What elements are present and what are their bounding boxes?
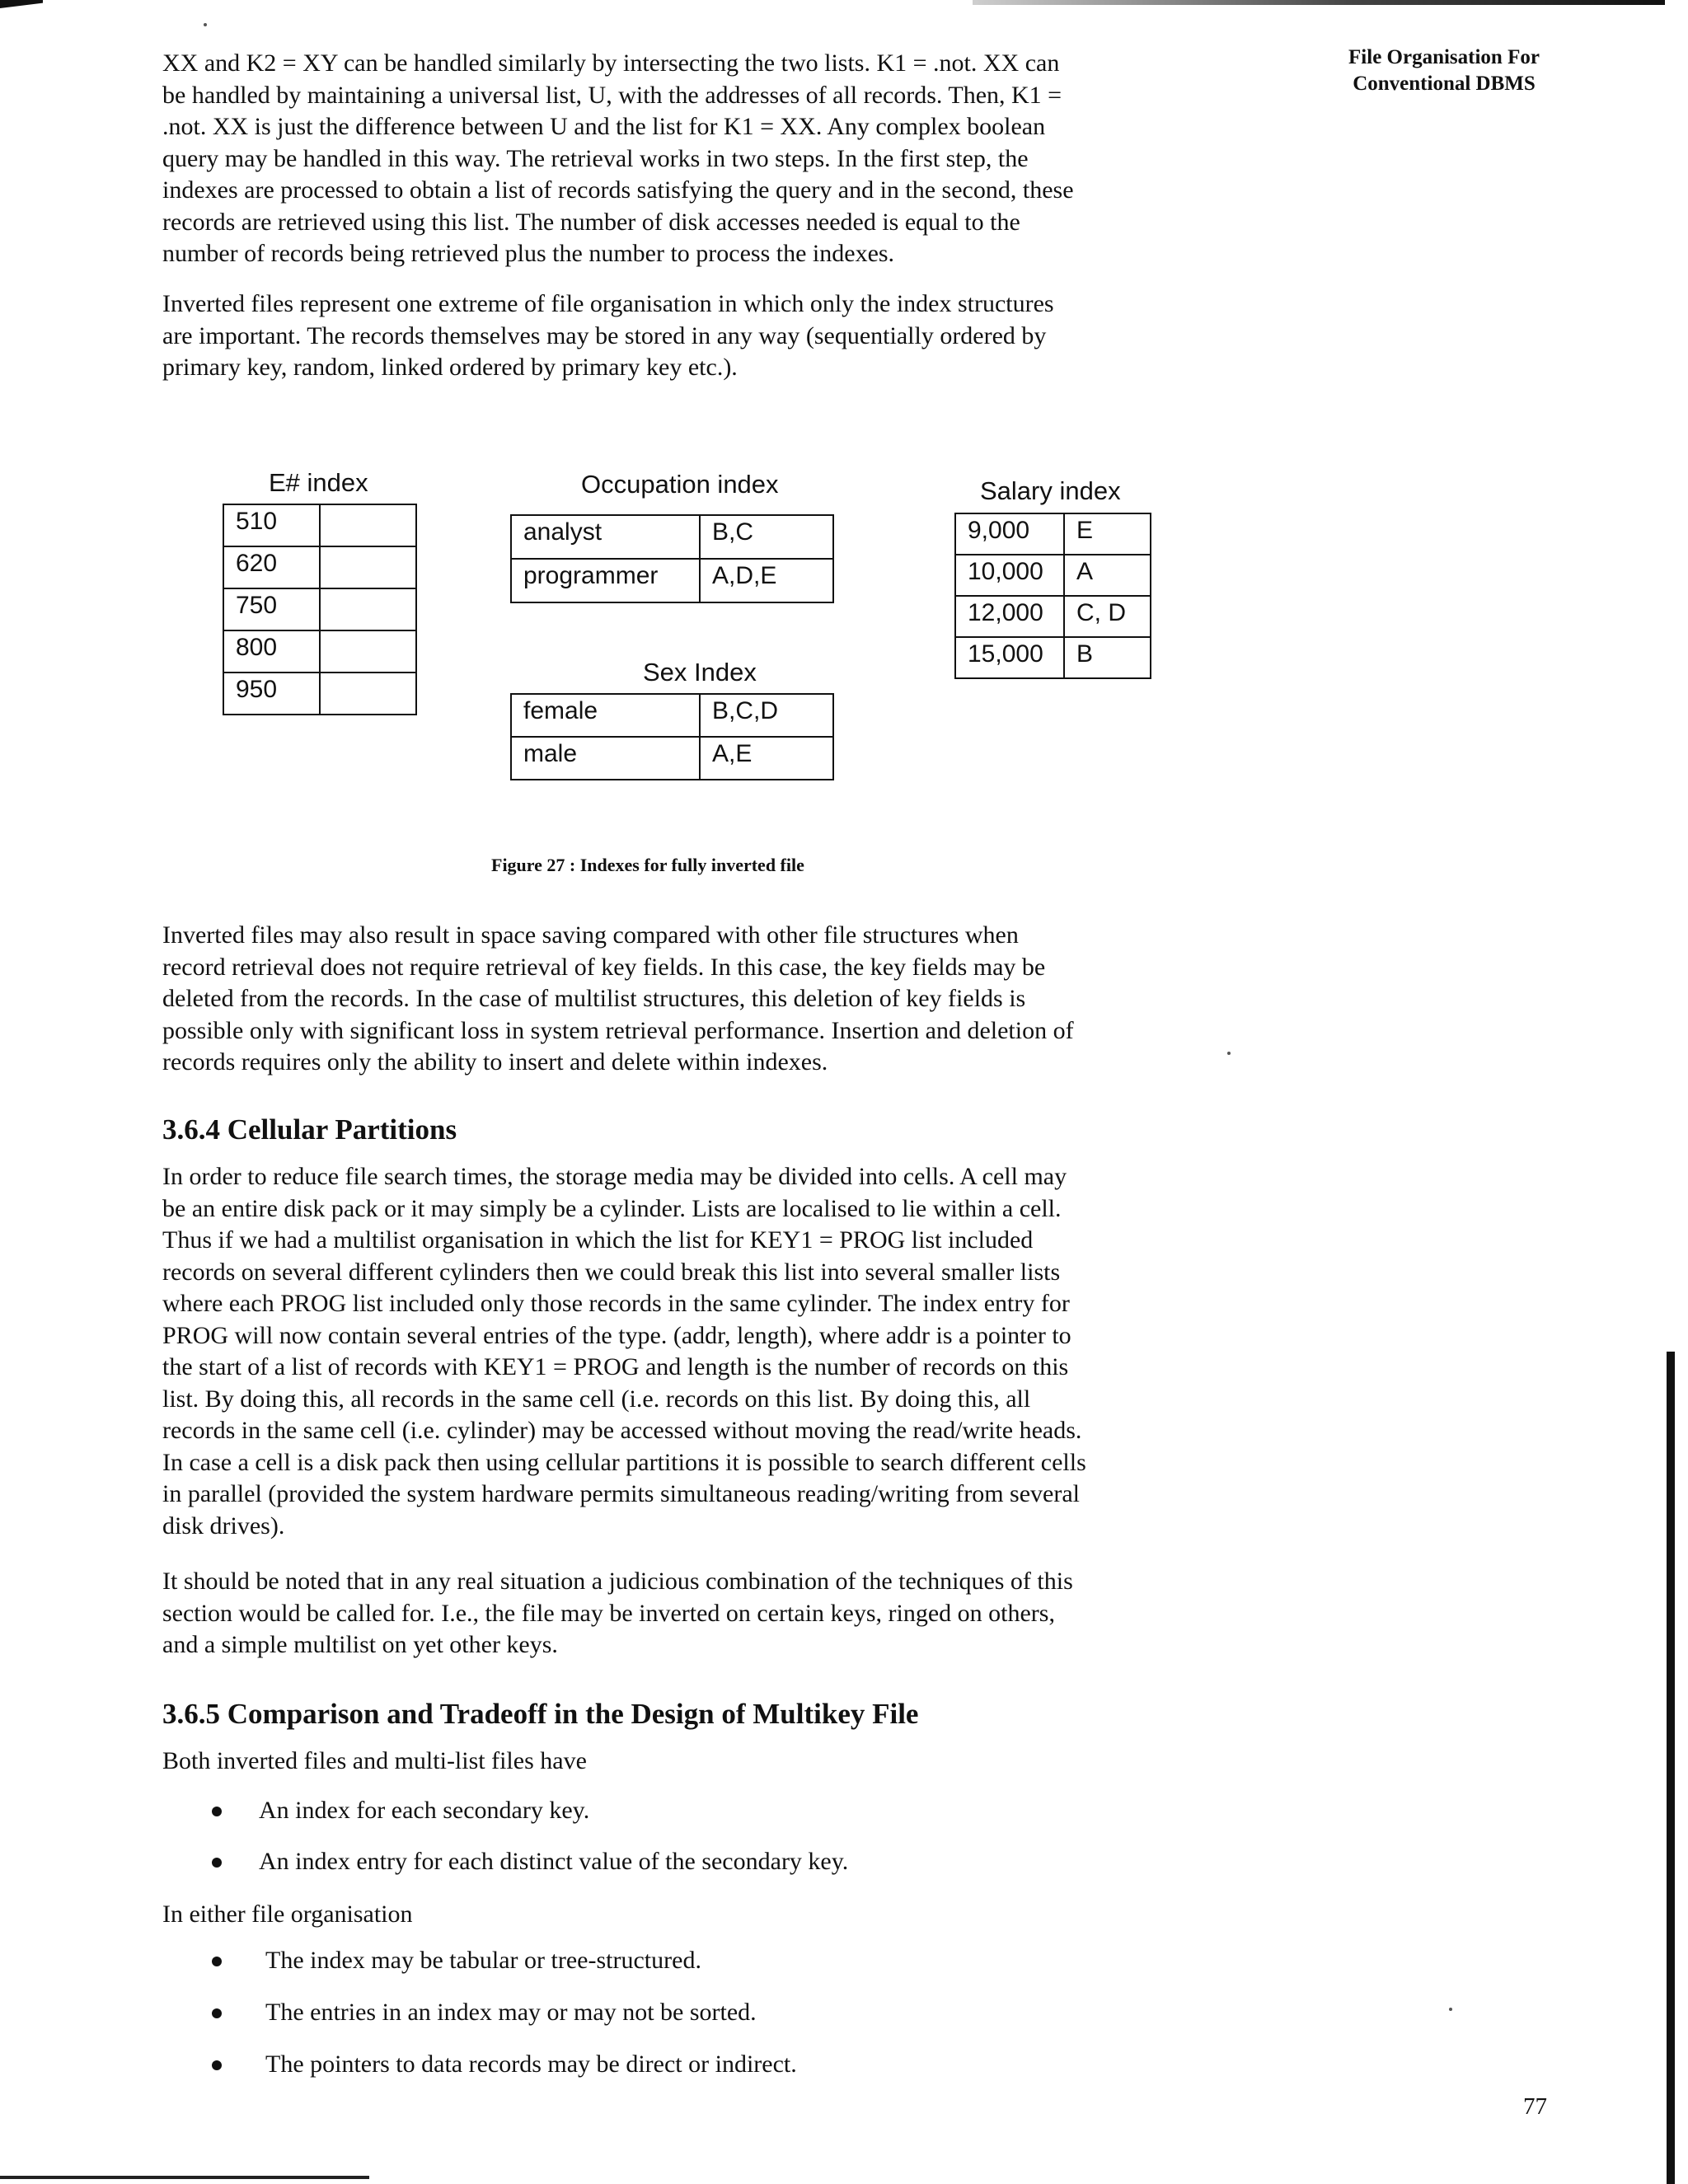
bullet-icon — [212, 1858, 222, 1868]
list-item-text: The entries in an index may or may not be sorted. — [265, 1999, 757, 2026]
list-item-text: The pointers to data records may be direct or indirect. — [265, 2050, 797, 2078]
text-line: In order to reduce file search times, the storage media may be divided into cells. A cell may — [162, 1163, 1067, 1190]
section-heading: 3.6.5 Comparison and Tradeoff in the Design of Multikey File — [162, 1698, 919, 1730]
scan-top-rule — [973, 0, 1665, 5]
table-cell — [320, 673, 416, 715]
table-cell: 750 — [223, 588, 320, 630]
table-row — [223, 588, 416, 630]
sex-index-table — [510, 693, 834, 780]
text-line: In either file organisation — [162, 1900, 413, 1928]
text-line: primary key, random, linked ordered by primary key etc.). — [162, 354, 738, 381]
bullet-icon — [212, 1957, 222, 1966]
scan-speck — [204, 23, 207, 26]
table-cell: 10,000 — [955, 555, 1064, 596]
text-line: possible only with significant loss in system retrieval performance. Insertion and deletion of — [162, 1016, 1074, 1044]
text-line: It should be noted that in any real situation a judicious combination of the techniques of this — [162, 1568, 1073, 1595]
table-cell: 510 — [223, 504, 320, 546]
sex-index-title: Sex Index — [643, 658, 757, 687]
text-line: XX and K2 = XY can be handled similarly by intersecting the two lists. K1 = .not. XX can — [162, 49, 1060, 77]
body-paragraph — [162, 1899, 1209, 1931]
text-line: the start of a list of records with KEY1 = PROG and length is the number of records on this — [162, 1353, 1069, 1380]
text-line: indexes are processed to obtain a list of records satisfying the query and in the second, these — [162, 176, 1074, 204]
scan-bottom-rule — [0, 2176, 369, 2179]
table-cell: B,C,D — [700, 694, 833, 737]
table-cell — [320, 588, 416, 630]
table-cell: 15,000 — [955, 637, 1064, 678]
salary-index-table — [954, 513, 1151, 679]
table-cell: 950 — [223, 673, 320, 715]
scan-speck — [1227, 1052, 1231, 1055]
salary-index-title: Salary index — [980, 476, 1121, 505]
table-row — [955, 555, 1151, 596]
table-cell: 800 — [223, 630, 320, 673]
table-cell: analyst — [511, 515, 700, 559]
table-cell: programmer — [511, 559, 700, 602]
table-row — [223, 630, 416, 673]
table-row — [511, 559, 833, 602]
table-row — [955, 596, 1151, 637]
table-cell — [320, 504, 416, 546]
body-paragraph — [162, 1161, 1209, 1542]
running-head-line: Conventional DBMS — [1353, 73, 1536, 95]
text-line: records in the same cell (i.e. cylinder) may be accessed without moving the read/write heads. — [162, 1417, 1082, 1444]
emp-index-table — [223, 504, 417, 715]
text-line: records are retrieved using this list. The number of disk accesses needed is equal to the — [162, 208, 1020, 236]
table-cell: B — [1064, 637, 1151, 678]
body-paragraph — [162, 920, 1209, 1079]
emp-index-title: E# index — [269, 468, 368, 497]
text-line: and a simple multilist on yet other keys. — [162, 1631, 558, 1658]
list-item-text: The index may be tabular or tree-structured. — [265, 1947, 701, 1974]
table-cell: A,D,E — [700, 559, 833, 602]
text-line: be handled by maintaining a universal list, U, with the addresses of all records. Then, K1 = — [162, 81, 1062, 109]
table-cell: 620 — [223, 546, 320, 588]
text-line: records requires only the ability to insert and delete within indexes. — [162, 1048, 828, 1076]
body-paragraph — [162, 288, 1209, 384]
text-line: query may be handled in this way. The retrieval works in two steps. In the first step, the — [162, 144, 1029, 172]
bullet-icon — [212, 2008, 222, 2018]
text-line: Inverted files may also result in space saving compared with other file structures when — [162, 921, 1019, 949]
bullet-icon — [212, 1807, 222, 1816]
table-cell: A,E — [700, 737, 833, 780]
text-line: section would be called for. I.e., the file may be inverted on certain keys, ringed on others, — [162, 1599, 1055, 1627]
text-line: Thus if we had a multilist organisation in which the list for KEY1 = PROG list included — [162, 1226, 1034, 1254]
table-cell: B,C — [700, 515, 833, 559]
running-head-line: File Organisation For — [1348, 46, 1540, 68]
text-line: records on several different cylinders then we could break this list into several smaller lists — [162, 1258, 1061, 1286]
text-line: are important. The records themselves may be stored in any way (sequentially ordered by — [162, 321, 1047, 349]
table-cell: male — [511, 737, 700, 780]
text-line: In case a cell is a disk pack then using cellular partitions it is possible to search different cells — [162, 1448, 1086, 1476]
running-head — [1329, 45, 1559, 97]
table-row — [511, 515, 833, 559]
table-row — [511, 694, 833, 737]
section-heading: 3.6.4 Cellular Partitions — [162, 1113, 457, 1146]
occupation-index-table — [510, 514, 834, 603]
occupation-index-title: Occupation index — [581, 470, 779, 499]
scan-speck — [1449, 2008, 1452, 2011]
text-line: Both inverted files and multi-list files have — [162, 1747, 587, 1774]
text-line: where each PROG list included only those records in the same cylinder. The index entry for — [162, 1290, 1070, 1317]
table-cell: 12,000 — [955, 596, 1064, 637]
table-row — [955, 513, 1151, 555]
list-item-text: An index for each secondary key. — [259, 1797, 590, 1824]
body-paragraph — [162, 1566, 1209, 1661]
table-row — [223, 673, 416, 715]
text-line: disk drives). — [162, 1511, 285, 1540]
table-row — [955, 637, 1151, 678]
table-row — [223, 504, 416, 546]
table-row — [511, 737, 833, 780]
text-line: in parallel (provided the system hardware permits simultaneous reading/writing from several — [162, 1480, 1081, 1507]
body-paragraph — [162, 1746, 1209, 1778]
text-line: be an entire disk pack or it may simply be a cylinder. Lists are localised to lie within a cell. — [162, 1194, 1062, 1222]
scan-corner-mark — [0, 0, 43, 8]
text-line: PROG will now contain several entries of the type. (addr, length), where addr is a pointer to — [162, 1321, 1071, 1349]
table-cell — [320, 546, 416, 588]
text-line: deleted from the records. In the case of multilist structures, this deletion of key fields is — [162, 985, 1026, 1012]
text-line: .not. XX is just the difference between U and the list for K1 = XX. Any complex boolean — [162, 113, 1046, 140]
text-line: number of records being retrieved plus the number to process the indexes. — [162, 240, 895, 267]
list-item-text: An index entry for each distinct value of the secondary key. — [259, 1848, 849, 1875]
table-cell: C, D — [1064, 596, 1151, 637]
bullet-icon — [212, 2060, 222, 2070]
table-cell: female — [511, 694, 700, 737]
table-cell: A — [1064, 555, 1151, 596]
text-line: record retrieval does not require retrieval of key fields. In this case, the key fields may be — [162, 953, 1046, 981]
body-paragraph — [162, 48, 1209, 270]
page-number: 77 — [1523, 2093, 1547, 2120]
table-row — [223, 546, 416, 588]
text-line: list. By doing this, all records in the same cell (i.e. records on this list. By doing this, all — [162, 1385, 1031, 1413]
scan-right-edge — [1667, 1352, 1675, 2184]
table-cell: E — [1064, 513, 1151, 555]
table-cell: 9,000 — [955, 513, 1064, 555]
figure-caption: Figure 27 : Indexes for fully inverted file — [491, 855, 804, 875]
text-line: Inverted files represent one extreme of file organisation in which only the index structures — [162, 290, 1054, 317]
table-cell — [320, 630, 416, 673]
